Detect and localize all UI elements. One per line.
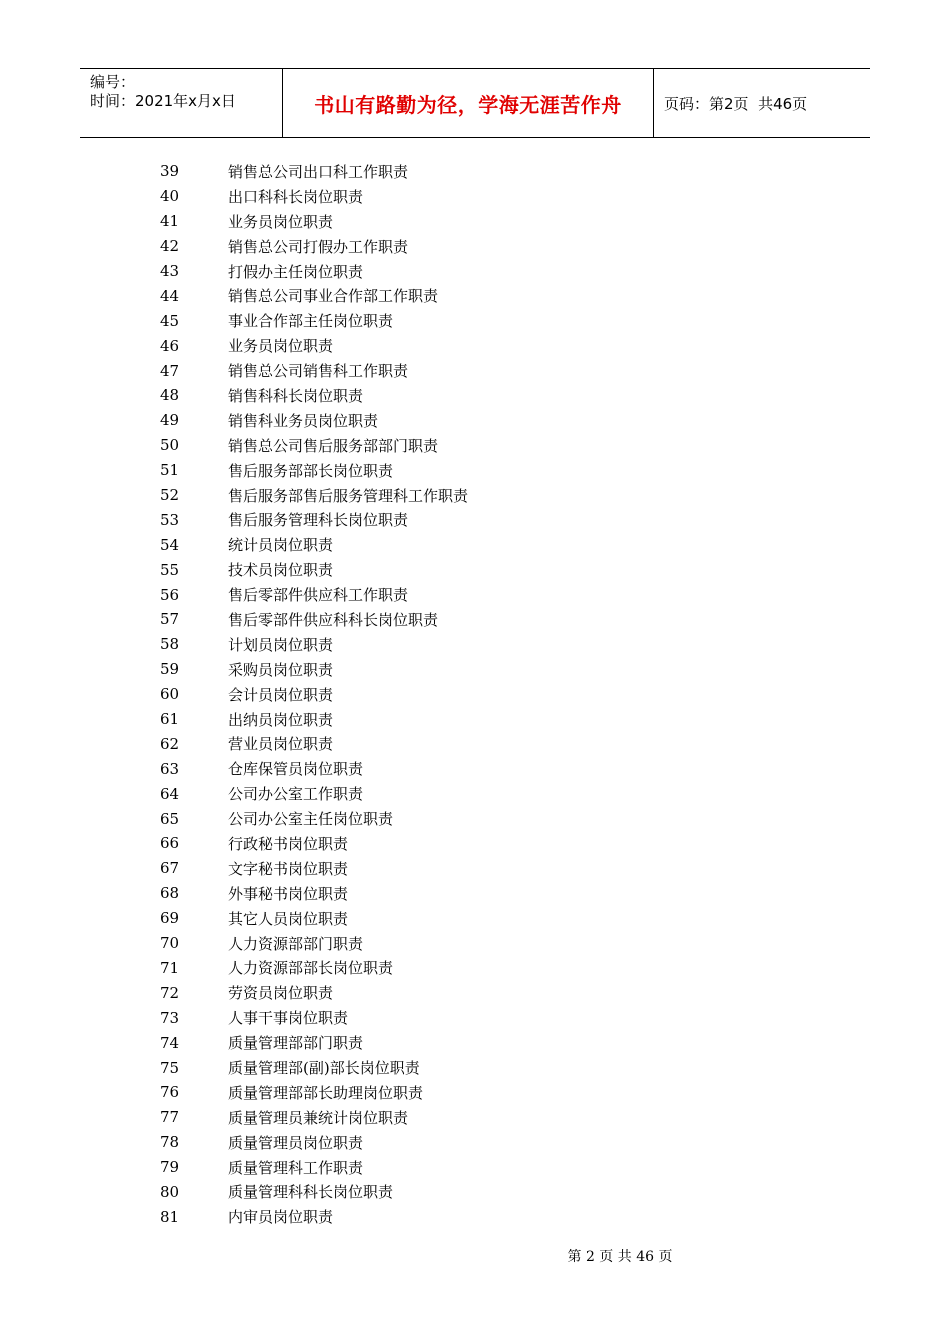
item-number: 78 <box>160 1133 180 1152</box>
code-label: 编号： <box>90 73 136 91</box>
item-number: 45 <box>160 311 180 330</box>
item-title: 劳资员岗位职责 <box>228 984 334 1003</box>
item-number: 66 <box>160 834 180 853</box>
item-title: 会计员岗位职责 <box>228 685 334 704</box>
item-number: 75 <box>160 1058 180 1077</box>
item-title: 公司办公室主任岗位职责 <box>228 810 394 829</box>
list-item <box>160 1155 760 1180</box>
list-item <box>160 483 760 508</box>
list-item <box>160 831 760 856</box>
item-title: 销售总公司打假办工作职责 <box>228 237 409 256</box>
item-number: 51 <box>160 461 180 480</box>
list-item <box>160 333 760 358</box>
item-title: 公司办公室工作职责 <box>228 785 364 804</box>
duty-list <box>160 159 760 1229</box>
item-number: 41 <box>160 212 180 231</box>
item-number: 73 <box>160 1008 180 1027</box>
item-number: 67 <box>160 859 180 878</box>
item-title: 销售总公司出口科工作职责 <box>228 162 409 181</box>
item-number: 72 <box>160 983 180 1002</box>
list-item <box>160 1105 760 1130</box>
item-number: 69 <box>160 909 180 928</box>
item-number: 54 <box>160 535 180 554</box>
item-number: 80 <box>160 1182 180 1201</box>
item-title: 销售总公司事业合作部工作职责 <box>228 287 439 306</box>
item-number: 56 <box>160 585 180 604</box>
list-item <box>160 906 760 931</box>
item-title: 销售总公司销售科工作职责 <box>228 362 409 381</box>
item-number: 77 <box>160 1108 180 1127</box>
item-number: 40 <box>160 187 180 206</box>
item-title: 质量管理科工作职责 <box>228 1158 364 1177</box>
list-item <box>160 259 760 284</box>
item-title: 技术员岗位职责 <box>228 561 334 580</box>
item-title: 售后服务部部长岗位职责 <box>228 461 394 480</box>
list-item <box>160 781 760 806</box>
item-number: 81 <box>160 1207 180 1226</box>
header-meta <box>80 69 282 137</box>
item-title: 内审员岗位职责 <box>228 1208 334 1227</box>
item-title: 出口科科长岗位职责 <box>228 187 364 206</box>
item-number: 62 <box>160 734 180 753</box>
list-item <box>160 184 760 209</box>
list-item <box>160 756 760 781</box>
item-title: 质量管理科科长岗位职责 <box>228 1183 394 1202</box>
item-number: 46 <box>160 336 180 355</box>
list-item <box>160 234 760 259</box>
list-item <box>160 980 760 1005</box>
item-number: 50 <box>160 436 180 455</box>
item-number: 74 <box>160 1033 180 1052</box>
item-title: 行政秘书岗位职责 <box>228 834 349 853</box>
item-number: 68 <box>160 884 180 903</box>
item-title: 事业合作部主任岗位职责 <box>228 312 394 331</box>
item-title: 计划员岗位职责 <box>228 635 334 654</box>
list-item <box>160 1130 760 1155</box>
page-header <box>80 68 870 138</box>
item-title: 业务员岗位职责 <box>228 337 334 356</box>
list-item <box>160 1055 760 1080</box>
list-item <box>160 682 760 707</box>
list-item <box>160 931 760 956</box>
item-number: 59 <box>160 660 180 679</box>
item-title: 采购员岗位职责 <box>228 660 334 679</box>
item-title: 售后零部件供应科工作职责 <box>228 586 409 605</box>
item-title: 质量管理员岗位职责 <box>228 1133 364 1152</box>
item-number: 57 <box>160 610 180 629</box>
list-item <box>160 1080 760 1105</box>
list-item <box>160 557 760 582</box>
item-title: 质量管理员兼统计岗位职责 <box>228 1108 409 1127</box>
item-title: 出纳员岗位职责 <box>228 710 334 729</box>
list-item <box>160 1005 760 1030</box>
list-item <box>160 856 760 881</box>
list-item <box>160 209 760 234</box>
item-number: 44 <box>160 286 180 305</box>
item-number: 65 <box>160 809 180 828</box>
item-title: 质量管理部部门职责 <box>228 1034 364 1053</box>
list-item <box>160 707 760 732</box>
list-item <box>160 956 760 981</box>
item-number: 42 <box>160 237 180 256</box>
list-item <box>160 657 760 682</box>
item-number: 79 <box>160 1158 180 1177</box>
item-number: 60 <box>160 685 180 704</box>
list-item <box>160 1204 760 1229</box>
item-title: 打假办主任岗位职责 <box>228 262 364 281</box>
list-item <box>160 607 760 632</box>
item-title: 人力资源部部门职责 <box>228 934 364 953</box>
list-item <box>160 159 760 184</box>
header-motto: 书山有路勤为径，学海无涯苦作舟 <box>282 69 654 137</box>
item-number: 47 <box>160 361 180 380</box>
item-number: 43 <box>160 262 180 280</box>
list-item <box>160 881 760 906</box>
item-title: 外事秘书岗位职责 <box>228 884 349 903</box>
list-item <box>160 731 760 756</box>
list-item <box>160 383 760 408</box>
item-number: 61 <box>160 710 180 729</box>
list-item <box>160 458 760 483</box>
item-number: 39 <box>160 162 180 181</box>
list-item <box>160 507 760 532</box>
item-number: 53 <box>160 510 180 529</box>
item-title: 人事干事岗位职责 <box>228 1009 349 1028</box>
item-title: 营业员岗位职责 <box>228 735 334 754</box>
item-title: 人力资源部部长岗位职责 <box>228 959 394 978</box>
item-number: 63 <box>160 759 180 778</box>
item-title: 售后服务部售后服务管理科工作职责 <box>228 486 469 505</box>
item-title: 质量管理部(副)部长岗位职责 <box>228 1059 420 1077</box>
item-title: 统计员岗位职责 <box>228 536 334 555</box>
item-title: 质量管理部部长助理岗位职责 <box>228 1083 424 1102</box>
header-page-info: 页码：第2页 共46页 <box>664 94 808 113</box>
item-number: 49 <box>160 411 180 430</box>
item-title: 业务员岗位职责 <box>228 212 334 231</box>
item-number: 76 <box>160 1083 180 1102</box>
item-title: 仓库保管员岗位职责 <box>228 760 364 779</box>
list-item <box>160 1180 760 1205</box>
list-item <box>160 1030 760 1055</box>
time-label: 时间：2021年x月x日 <box>90 92 236 110</box>
list-item <box>160 408 760 433</box>
item-title: 文字秘书岗位职责 <box>228 859 349 878</box>
item-number: 70 <box>160 934 180 953</box>
item-title: 销售总公司售后服务部部门职责 <box>228 436 439 455</box>
item-number: 52 <box>160 486 180 505</box>
item-number: 58 <box>160 635 180 654</box>
item-title: 其它人员岗位职责 <box>228 909 349 928</box>
item-number: 64 <box>160 784 180 803</box>
item-number: 48 <box>160 386 180 405</box>
list-item <box>160 632 760 657</box>
item-title: 售后零部件供应科科长岗位职责 <box>228 610 439 629</box>
list-item <box>160 433 760 458</box>
item-number: 71 <box>160 958 180 977</box>
list-item <box>160 358 760 383</box>
list-item <box>160 308 760 333</box>
list-item <box>160 532 760 557</box>
list-item <box>160 806 760 831</box>
item-title: 销售科科长岗位职责 <box>228 386 364 405</box>
page-footer: 第 2 页 共 46 页 <box>567 1249 673 1265</box>
list-item <box>160 582 760 607</box>
item-title: 售后服务管理科长岗位职责 <box>228 511 409 530</box>
item-number: 55 <box>160 560 180 579</box>
item-title: 销售科业务员岗位职责 <box>228 411 379 430</box>
list-item <box>160 283 760 308</box>
